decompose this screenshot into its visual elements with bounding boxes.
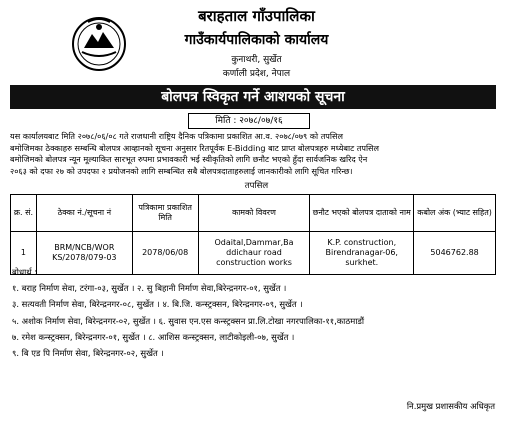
cell-line: BRM/NCB/WOR — [54, 243, 115, 252]
cell-sn: 1 — [11, 232, 37, 275]
recipients-list — [12, 264, 498, 361]
col-header-contract-no: ठेक्का नं./सूचना नं — [36, 195, 132, 232]
notice-body — [10, 131, 496, 177]
notice-body-line: बमोजिमको बोलपत्र न्यून मूल्याकित सारभूत रुपमा प्रभावकारी भई स्वीकृतिको लागि छनौट भएको हुँदा सार्वजनिक खरिद ऐन — [10, 154, 368, 165]
col-header-work-description: कामको विवरण — [198, 195, 310, 232]
notice-body-line: बमोजिमका ठेक्काहरु सम्बन्धि बोलपत्र आव्हानको सूचना अनुसार रितपूर्वक E-Bidding बाट प्राप्त बोलपत्रहरु मध्येबाट तपसिल — [10, 142, 380, 153]
col-header-bidder-name: छनौट भएको बोलपत्र दाताको नाम — [310, 195, 414, 232]
municipality-name: बराहताल गाँउपालिका — [198, 7, 315, 25]
office-province: कर्णाली प्रदेश, नेपाल — [222, 69, 291, 79]
office-name: गाउँकार्यपालिकाको कार्यालय — [184, 32, 329, 48]
recipients-line: ५. अशोक निर्माण सेवा, बिरेन्द्रनगर-०२, सुर्खेत । ६. सुवास एन.एस कन्स्ट्रक्सन प्रा.लि.टोखा नगरपालिका-११,काठमाडौं — [12, 315, 365, 326]
contract-table — [10, 194, 496, 275]
cell-line: K.P. construction, — [327, 238, 397, 247]
col-header-published-date: पत्रिकामा प्रकाशित मिति — [132, 195, 198, 232]
cell-line: Odaital,Dammar,Ba — [214, 238, 294, 247]
cell-published-date: 2078/06/08 — [132, 232, 198, 275]
cell-line: construction works — [216, 258, 292, 267]
cell-line: ddichaur road — [226, 248, 282, 257]
notice-date: मिति : २०७८/०७/१६ — [188, 113, 310, 129]
table-label: तपसिल — [244, 181, 269, 191]
recipients-heading: बोधार्थ : — [12, 267, 38, 277]
notice-body-line: यस कार्यालयबाट मिति २०७८/०६/०८ गते राजधानी राष्ट्रिय दैनिक पत्रिकामा प्रकाशित आ.व. २०७८/०७९ को तपसिल — [10, 131, 343, 141]
notice-body-line: २०६३ को दफा २७ को उपदफा २ प्रयोजनको लागि सम्बन्धित सबै बोलपत्रदाताहरुलाई जानकारीको लागि सूचित गरिन्छ। — [10, 165, 353, 176]
recipients-line: १. बराह निर्माण सेवा, टरंगा-०३, सुर्खेत । २. सु बिहानी निर्माण सेवा,बिरेन्द्रनगर-०१, सुर्खेत । — [12, 283, 287, 294]
signature-title: नि.प्रमुख प्रशासकीय अधिकृत — [406, 401, 495, 411]
col-header-sn: क्र. सं. — [11, 195, 37, 232]
cell-line: KS/2078/079-03 — [52, 253, 117, 262]
cell-line: surkhet. — [345, 258, 379, 267]
office-address: कुनाथरी, सुर्खेत — [231, 55, 282, 65]
col-header-bid-amount: कबोल अंक (भ्याट सहित) — [414, 195, 496, 232]
table-header-row — [11, 195, 496, 232]
recipients-line: ९. बि एड पि निर्माण सेवा, बिरेन्द्रनगर-०२, सुर्खेत । — [12, 347, 164, 358]
cell-bid-amount: 5046762.88 — [414, 232, 496, 275]
recipients-line: ७. रमेश कन्स्ट्रक्सन, बिरेन्द्रनगर-०१, सुर्खेत । ८. आशिस कन्स्ट्रक्सन, लाटीकोइली-०७, सुर्खेत । — [12, 331, 295, 342]
recipients-line: ३. सत्यवती निर्माण सेवा, बिरेन्द्रनगर-०८, सुर्खेत । ४. बि.जि. कन्स्ट्रक्सन, बिरेन्द्रनगर-०९, सुर्खेत । — [12, 299, 303, 310]
notice-title: बोलपत्र स्विकृत गर्ने आशयको सूचना — [10, 85, 496, 109]
cell-line: Birendranagar-06, — [325, 248, 398, 257]
